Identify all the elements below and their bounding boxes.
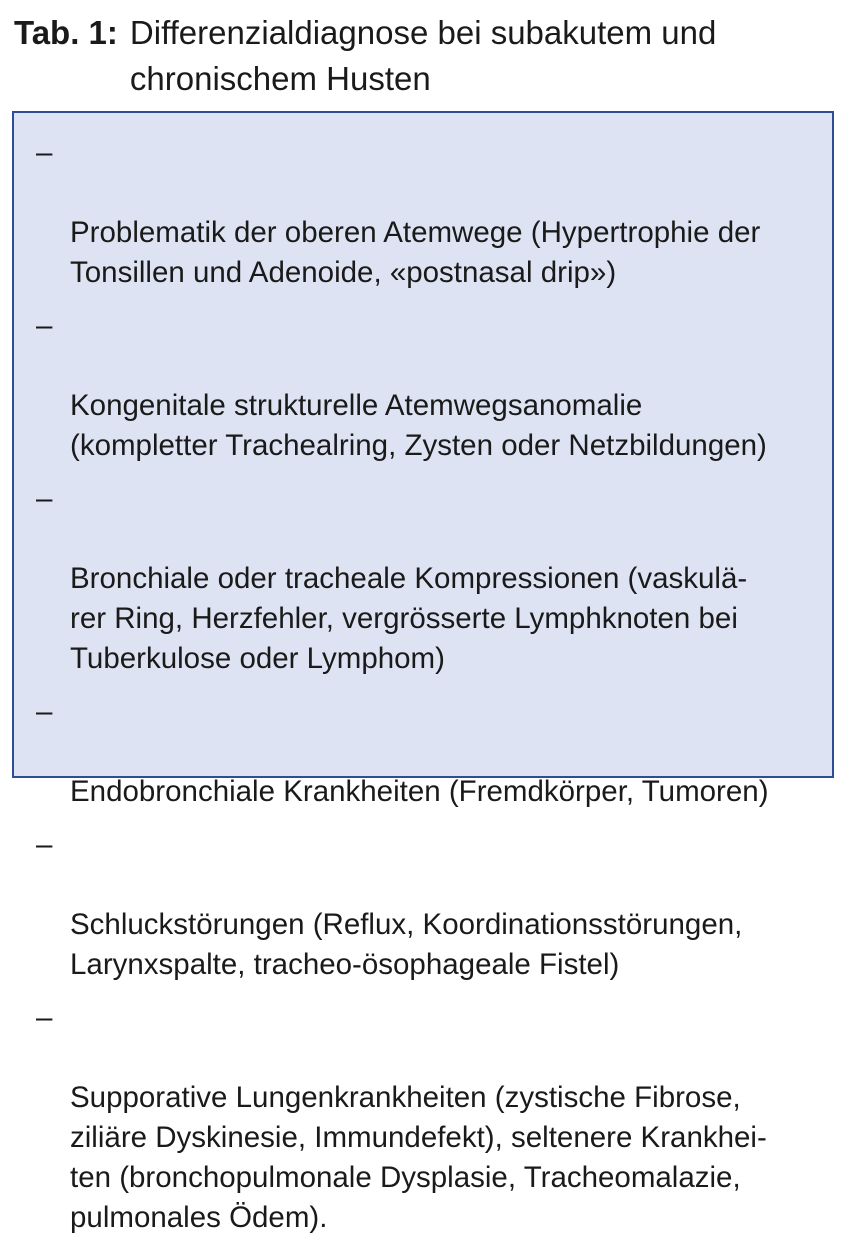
list-item [14, 825, 832, 985]
item-text: Bronchiale oder tracheale Kompressionen (vaskulä- rer Ring, Herzfehler, vergrösserte Lymphknoten bei Tuberkulose oder Lymphom) [70, 562, 748, 675]
item-text: Problematik der oberen Atemwege (Hypertrophie der Tonsillen und Adenoide, «postnasal drip») [70, 216, 761, 289]
list-item [14, 692, 832, 812]
dash-bullet: – [36, 1001, 53, 1034]
list-item [14, 479, 832, 679]
dash-bullet: – [36, 136, 53, 169]
list-item [14, 306, 832, 466]
list-item [14, 998, 832, 1238]
table-caption [14, 10, 844, 102]
item-text: Endobronchiale Krankheiten (Fremdkörper, Tumoren) [70, 775, 769, 808]
list-item [14, 133, 832, 293]
diagnosis-table-box [12, 111, 834, 1234]
table-title: Differenzialdiagnose bei subakutem und chronischem Husten [129, 14, 717, 97]
diagnosis-list [14, 133, 832, 1251]
dash-bullet: – [36, 309, 53, 342]
item-text: Kongenitale strukturelle Atemwegsanomalie (kompletter Trachealring, Zysten oder Netzbildungen) [70, 389, 767, 462]
item-text: Supporative Lungenkrankheiten (zystische Fibrose, ziliäre Dyskinesie, Immundefekt), seltenere Krankhei- ten (bronchopulmonale Dysplasie, Tracheomalazie, pulmonales Ödem). [70, 1081, 767, 1234]
dash-bullet: – [36, 695, 53, 728]
dash-bullet: – [36, 828, 53, 861]
table-number: Tab. 1: [14, 14, 118, 51]
dash-bullet: – [36, 482, 53, 515]
item-text: Schluckstörungen (Reflux, Koordinationsstörungen, Larynxspalte, tracheo-ösophageale Fistel) [70, 908, 743, 981]
